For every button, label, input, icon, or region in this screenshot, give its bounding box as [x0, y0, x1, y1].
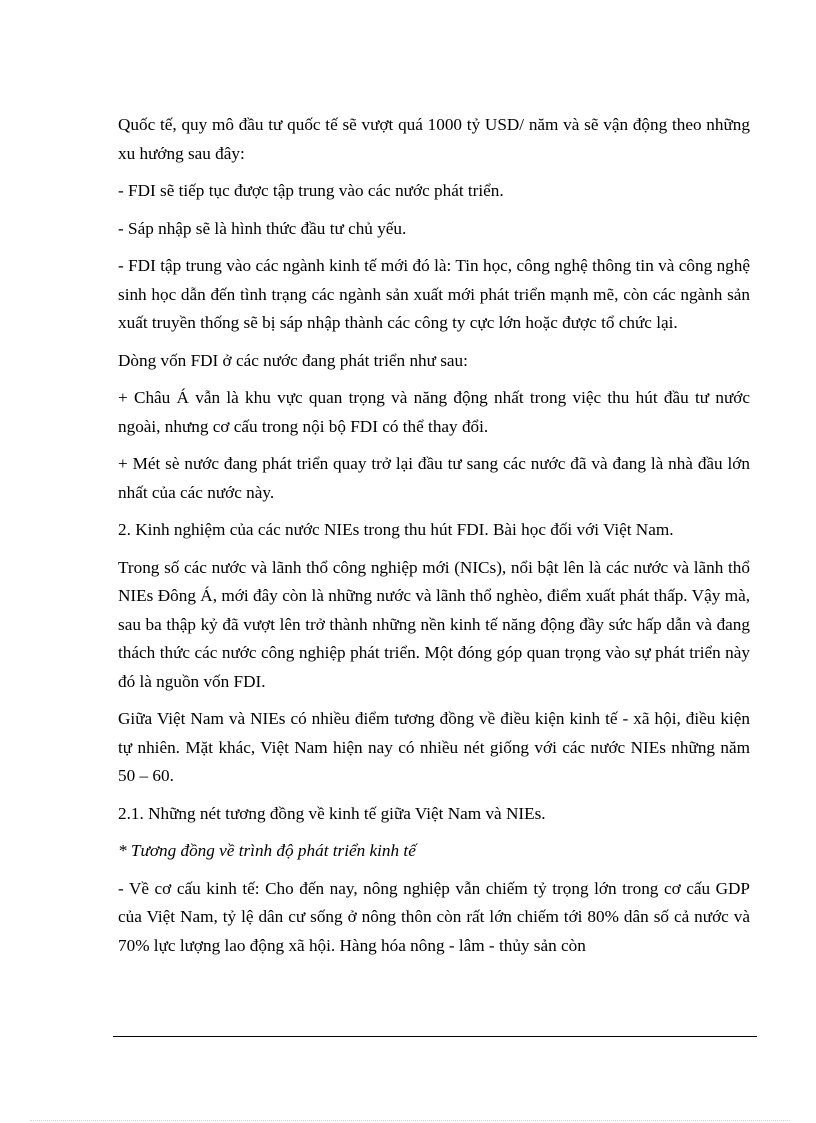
- paragraph: - Sáp nhập sẽ là hình thức đầu tư chủ yếu.: [118, 218, 407, 238]
- paragraph: - FDI sẽ tiếp tục được tập trung vào các nước phát triển.: [118, 181, 504, 200]
- paragraph: Giữa Việt Nam và NIEs có nhiều điểm tương đồng về điều kiện kinh tế - xã hội, điều kiện tự nhiên. Mặt khác, Việt Nam hiện nay có nhiều nét giống với các nước NIEs những năm 50 – 60.: [118, 709, 750, 785]
- subsection-heading: 2.1. Những nét tương đồng về kinh tế giữa Việt Nam và NIEs.: [118, 803, 546, 823]
- paragraph: - Về cơ cấu kinh tế: Cho đến nay, nông nghiệp vẫn chiếm tỷ trọng lớn trong cơ cấu GDP của Việt Nam, tỷ lệ dân cư sống ở nông thôn còn rất lớn chiếm tới 80% dân số cả nước và 70% lực lượng lao động xã hội. Hàng hóa nông - lâm - thủy sản còn: [118, 878, 750, 955]
- paragraph: - FDI tập trung vào các ngành kinh tế mới đó là: Tin học, công nghệ thông tin và công nghệ sinh học dẫn đến tình trạng các ngành sản xuất mới phát triển mạnh mẽ, còn các ngành sản xuất truyền thống sẽ bị sáp nhập thành các công ty cực lớn hoặc được tổ chức lại.: [118, 256, 750, 332]
- paragraph: Trong số các nước và lãnh thổ công nghiệp mới (NICs), nổi bật lên là các nước và lãnh thổ NIEs Đông Á, mới đây còn là những nước và lãnh thổ nghèo, điểm xuất phát thấp. Vậy mà, sau ba thập kỷ đã vượt lên trở thành những nền kinh tế năng động đầy sức hấp dẫn và đang thách thức các nước công nghiệp phát triển. Một đóng góp quan trọng vào sự phát triển này đó là nguồn vốn FDI.: [118, 557, 750, 691]
- paragraph: + Mét sè nước đang phát triển quay trở lại đầu tư sang các nước đã và đang là nhà đầu lớn nhất của các nước này.: [118, 454, 750, 502]
- paragraph: Quốc tế, quy mô đầu tư quốc tế sẽ vượt quá 1000 tỷ USD/ năm và sẽ vận động theo những xu hướng sau đây:: [118, 115, 750, 163]
- paragraph: Dòng vốn FDI ở các nước đang phát triển như sau:: [118, 350, 468, 370]
- page-edge-divider: [30, 1120, 790, 1121]
- footer-rule: [113, 1036, 757, 1037]
- paragraph: + Châu Á vẫn là khu vực quan trọng và năng động nhất trong việc thu hút đầu tư nước ngoài, nhưng cơ cấu trong nội bộ FDI có thể thay đổi.: [118, 388, 750, 436]
- section-heading: 2. Kinh nghiệm của các nước NIEs trong thu hút FDI. Bài học đối với Việt Nam.: [118, 520, 674, 539]
- document-body: [118, 111, 750, 969]
- italic-subheading: * Tương đồng về trình độ phát triển kinh tế: [118, 841, 416, 860]
